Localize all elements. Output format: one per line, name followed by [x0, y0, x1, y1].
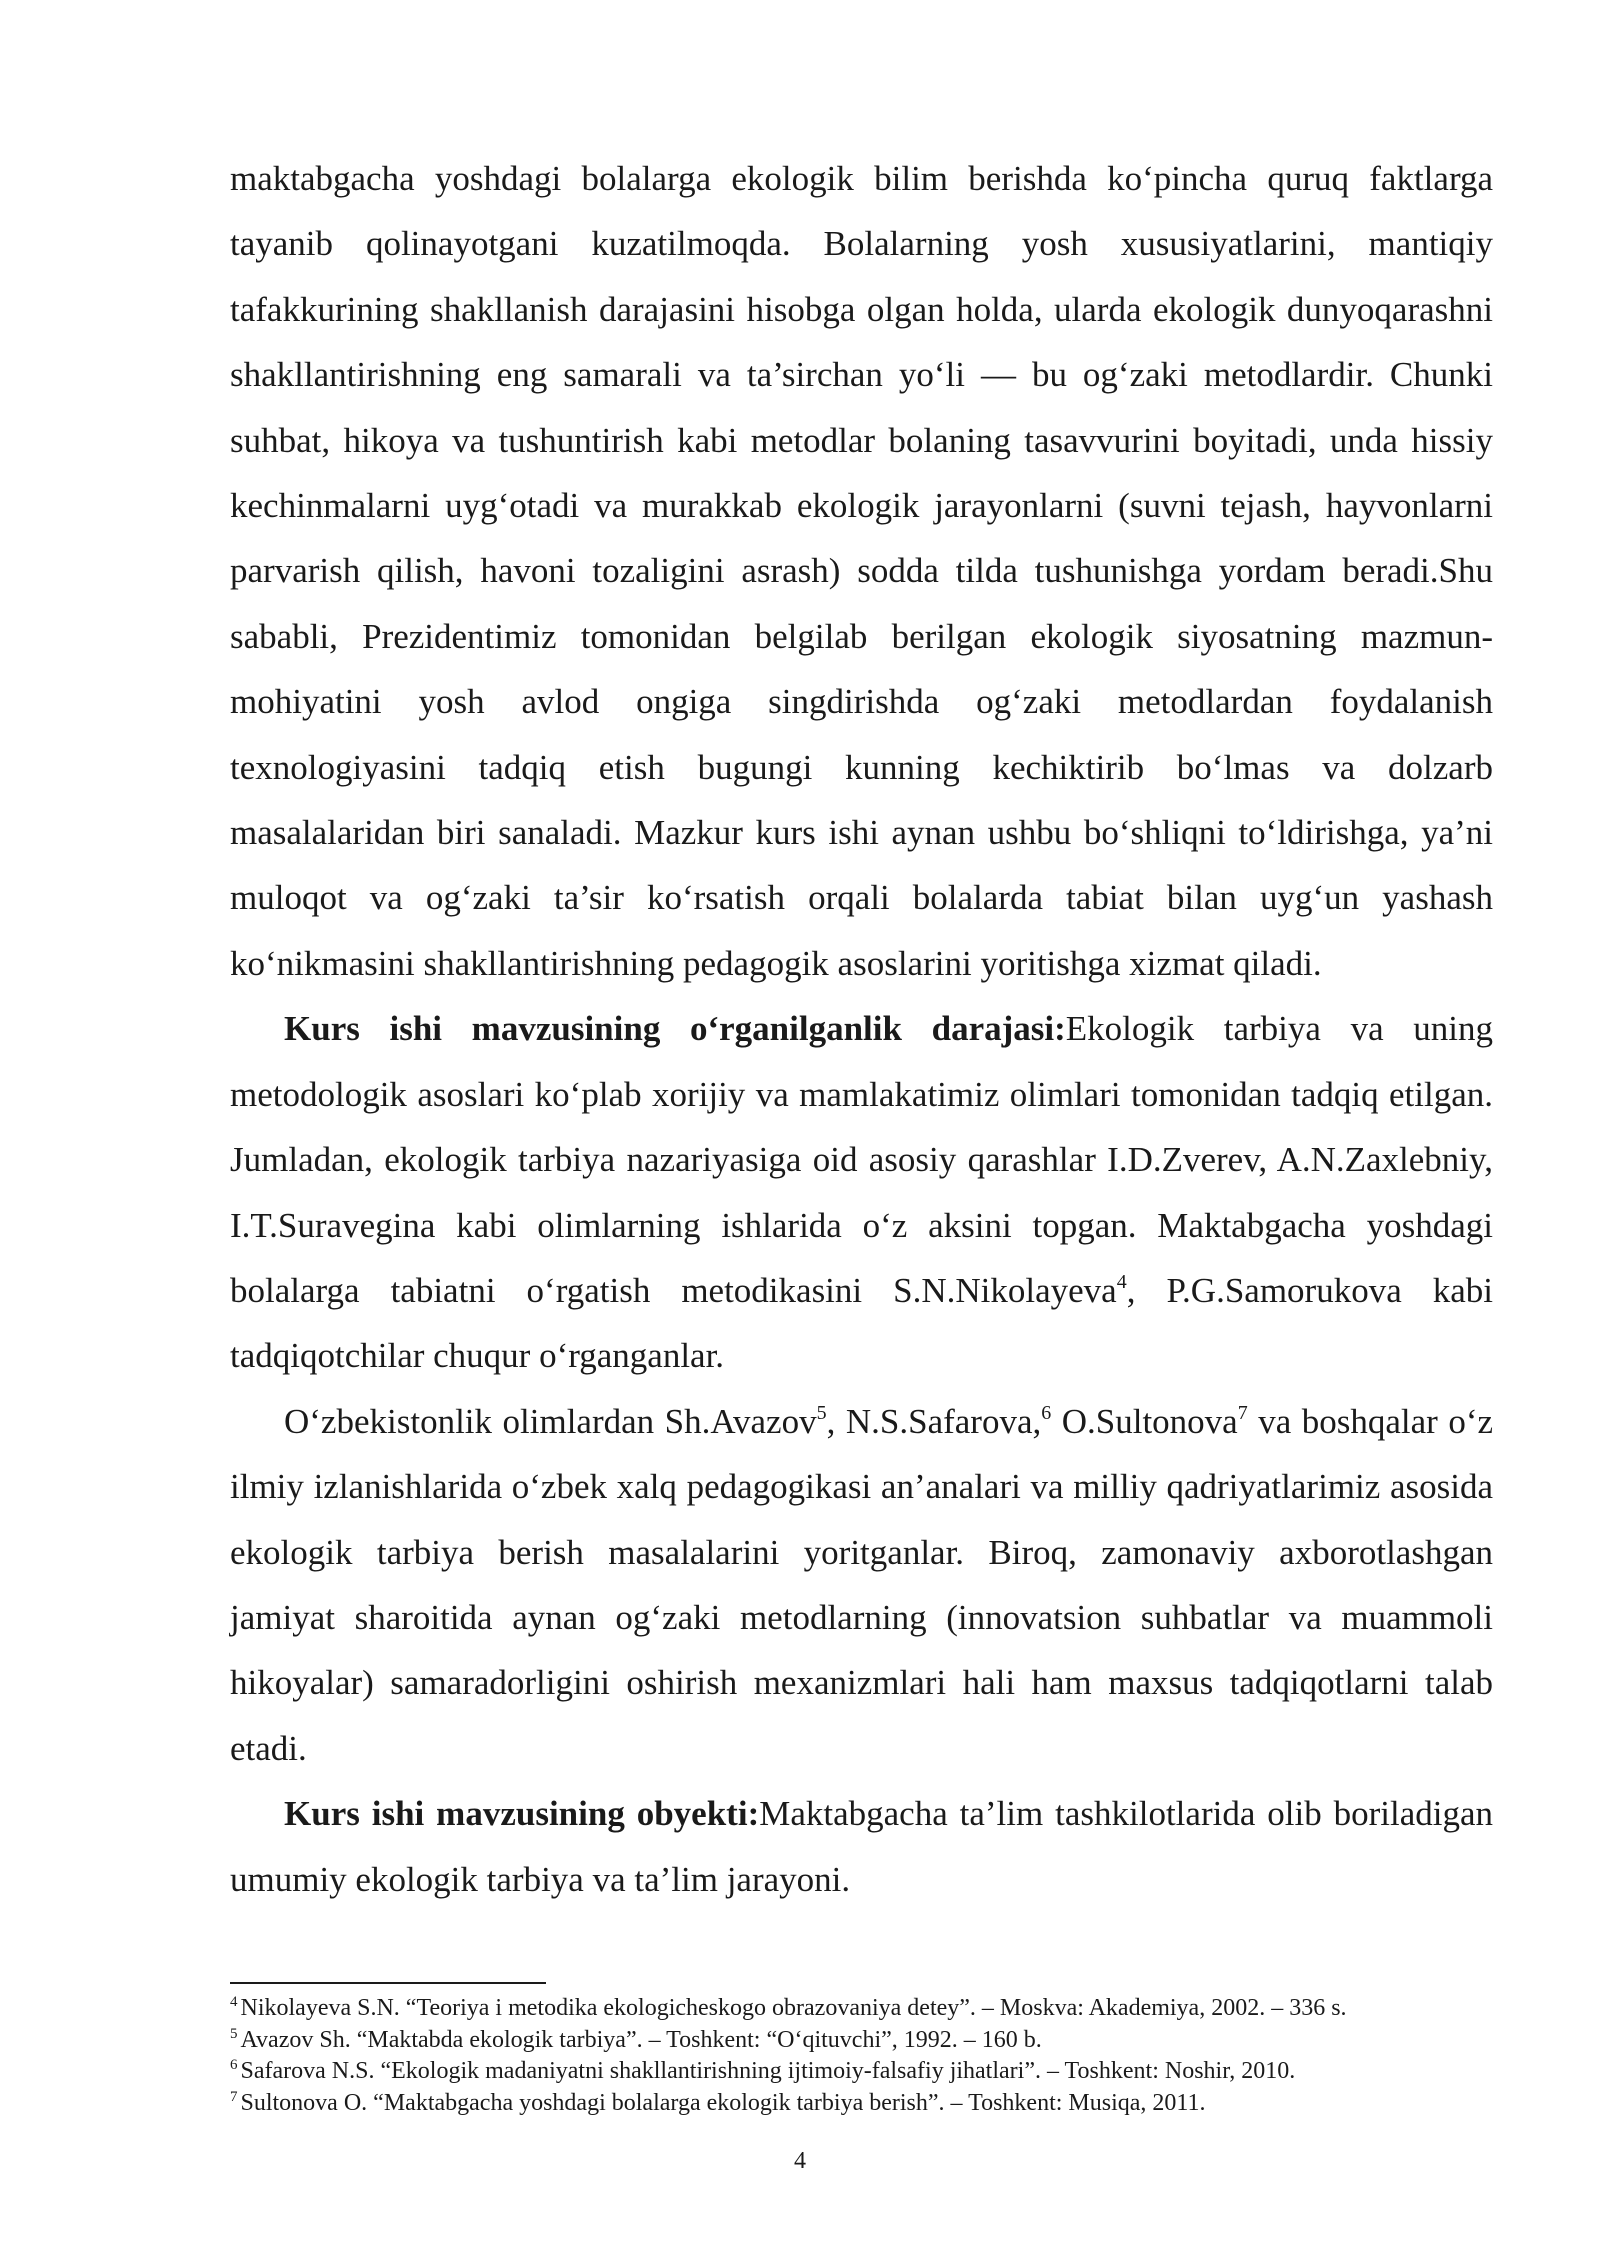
paragraph-study-level	[230, 996, 1493, 1388]
section-heading-object: Kurs ishi mavzusining obyekti:	[284, 1794, 760, 1834]
footnote-5	[230, 2025, 1493, 2057]
paragraph-text: maktabgacha yoshdagi bolalarga ekologik bilim berishda koʻpincha quruq faktlarga tayanib qolinayotgani kuzatilmoqda. Bolalarning yosh xususiyatlarini, mantiqiy tafakkurining shakllanish darajasini hisobga olgan holda, ularda ekologik dunyoqarashni shakllantirishning eng samarali va ta’sirchan yoʻli — bu ogʻzaki metodlardir. Chunki suhbat, hikoya va tushuntirish kabi metodlar bolaning tasavvurini boyitadi, unda hissiy kechinmalarni uygʻotadi va murakkab ekologik jarayonlarni (suvni tejash, hayvonlarni parvarish qilish, havoni tozaligini asrash) sodda tilda tushunishga yordam beradi.Shu sababli, Prezidentimiz tomonidan belgilab berilgan ekologik siyosatning mazmun-mohiyatini yosh avlod ongiga singdirishda ogʻzaki metodlardan foydalanish texnologiyasini tadqiq etish bugungi kunning kechiktirib boʻlmas va dolzarb masalalaridan biri sanaladi. Mazkur kurs ishi aynan ushbu boʻshliqni toʻldirishga, ya’ni muloqot va ogʻzaki ta’sir koʻrsatish orqali bolalarda tabiat bilan uygʻun yashash koʻnikmasini shakllantirishning pedagogik asoslarini yoritishga xizmat qiladi.	[230, 159, 1493, 983]
footnote-ref-5[interactable]: 5	[816, 1401, 827, 1424]
footnote-ref-6[interactable]: 6	[1041, 1401, 1052, 1424]
paragraph-text: , N.S.Safarova,	[826, 1401, 1042, 1441]
footnote-ref-7[interactable]: 7	[1237, 1401, 1248, 1424]
footnote-6	[230, 2056, 1493, 2088]
footnote-number: 5	[230, 2025, 238, 2042]
footnotes	[230, 1993, 1493, 2119]
footnote-number: 7	[230, 2088, 238, 2105]
footnote-text: Safarova N.S. “Ekologik madaniyatni shakllantirishning ijtimoiy-falsafiy jihatlari”. – Toshkent: Noshir, 2010.	[240, 2058, 1296, 2084]
paragraph-uzbek-scholars	[230, 1389, 1493, 1781]
footnote-text: Avazov Sh. “Maktabda ekologik tarbiya”. – Toshkent: “Oʻqituvchi”, 1992. – 160 b.	[240, 2026, 1042, 2053]
footnote-text: Nikolayeva S.N. “Teoriya i metodika ekologicheskogo obrazovaniya detey”. – Moskva: Akademiya, 2002. – 336 s.	[240, 1995, 1347, 2021]
footnote-4	[230, 1993, 1493, 2025]
body-text	[230, 146, 1493, 1912]
section-heading-study-level: Kurs ishi mavzusining oʻrganilganlik darajasi:	[284, 1009, 1066, 1049]
paragraph-text: Oʻzbekistonlik olimlardan Sh.Avazov	[284, 1401, 817, 1441]
footnote-text: Sultonova O. “Maktabgacha yoshdagi bolalarga ekologik tarbiya berish”. – Toshkent: Musiqa, 2011.	[240, 2089, 1206, 2116]
paragraph-text: , P.G.Samorukova kabi tadqiqotchilar chuqur oʻrganganlar.	[230, 1270, 1493, 1376]
footnote-number: 6	[230, 2057, 238, 2073]
paragraph-text: Ekologik tarbiya va uning metodologik asoslari koʻplab xorijiy va mamlakatimiz olimlari tomonidan tadqiq etilgan. Jumladan, ekologik tarbiya nazariyasiga oid asosiy qarashlar I.D.Zverev, A.N.Zaxlebniy, I.T.Suravegina kabi olimlarning ishlarida oʻz aksini topgan. Maktabgacha yoshdagi bolalarga tabiatni oʻrgatish metodikasini S.N.Nikolayeva	[230, 1009, 1493, 1310]
page-number: 4	[794, 2148, 806, 2174]
paragraph-text: va boshqalar oʻz ilmiy izlanishlarida oʻzbek xalq pedagogikasi an’analari va milliy qadriyatlarimiz asosida ekologik tarbiya berish masalalarini yoritganlar. Biroq, zamonaviy axborotlashgan jamiyat sharoitida aynan ogʻzaki metodlarning (innovatsion suhbatlar va muammoli hikoyalar) samaradorligini oshirish mexanizmlari hali ham maxsus tadqiqotlarni talab etadi.	[230, 1401, 1494, 1768]
footnote-separator	[230, 1982, 546, 1984]
paragraph-intro	[230, 146, 1493, 996]
paragraph-object	[230, 1781, 1493, 1912]
paragraph-text: Maktabgacha ta’lim tashkilotlarida olib boriladigan umumiy ekologik tarbiya va ta’lim jarayoni.	[230, 1794, 1493, 1899]
footnote-ref-4[interactable]: 4	[1116, 1270, 1127, 1293]
footnote-number: 4	[230, 1994, 238, 2010]
paragraph-text: O.Sultonova	[1051, 1401, 1238, 1441]
footnote-7	[230, 2088, 1493, 2120]
